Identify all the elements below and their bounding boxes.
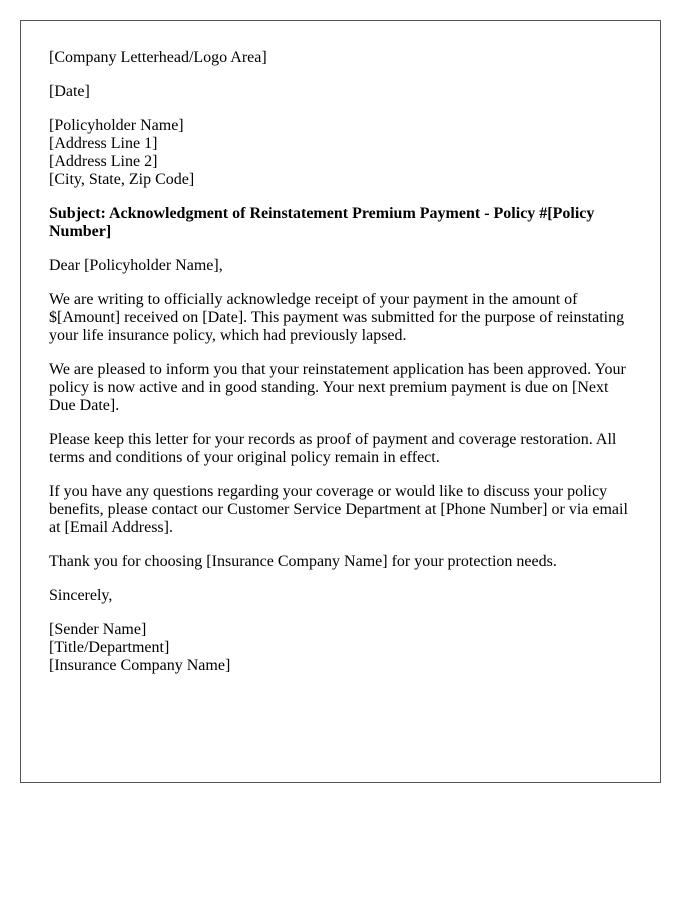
- address-line-1: [Address Line 1]: [49, 135, 158, 152]
- letter-page: [20, 20, 661, 783]
- sender-name: [Sender Name]: [49, 621, 147, 638]
- city-state-zip: [City, State, Zip Code]: [49, 171, 195, 188]
- letterhead: [Company Letterhead/Logo Area]: [49, 49, 267, 66]
- body-paragraph: Please keep this letter for your records as proof of payment and coverage restoration. All terms and conditions of your original policy remain in effect.: [49, 431, 617, 466]
- sender-company: [Insurance Company Name]: [49, 657, 231, 674]
- closing: Sincerely,: [49, 587, 113, 604]
- address-line-2: [Address Line 2]: [49, 153, 158, 170]
- signature-block: [49, 621, 632, 675]
- body-paragraph: If you have any questions regarding your coverage or would like to discuss your policy benefits, please contact our Customer Service Department at [Phone Number] or via email at [Email Address].: [49, 483, 628, 536]
- body-paragraph: Thank you for choosing [Insurance Company Name] for your protection needs.: [49, 553, 557, 570]
- recipient-name: [Policyholder Name]: [49, 117, 184, 134]
- recipient-address: [49, 117, 632, 189]
- body-paragraph: We are pleased to inform you that your reinstatement application has been approved. Your policy is now active and in good standing. Your next premium payment is due on [Next Due Date].: [49, 361, 626, 414]
- sender-title: [Title/Department]: [49, 639, 170, 656]
- body-paragraph: We are writing to officially acknowledge receipt of your payment in the amount of $[Amount] received on [Date]. This payment was submitted for the purpose of reinstating your life insurance policy, which had previously lapsed.: [49, 291, 625, 344]
- letter-date: [Date]: [49, 83, 90, 100]
- salutation: Dear [Policyholder Name],: [49, 257, 223, 274]
- subject-line: Subject: Acknowledgment of Reinstatement Premium Payment - Policy #[Policy Number]: [49, 205, 595, 240]
